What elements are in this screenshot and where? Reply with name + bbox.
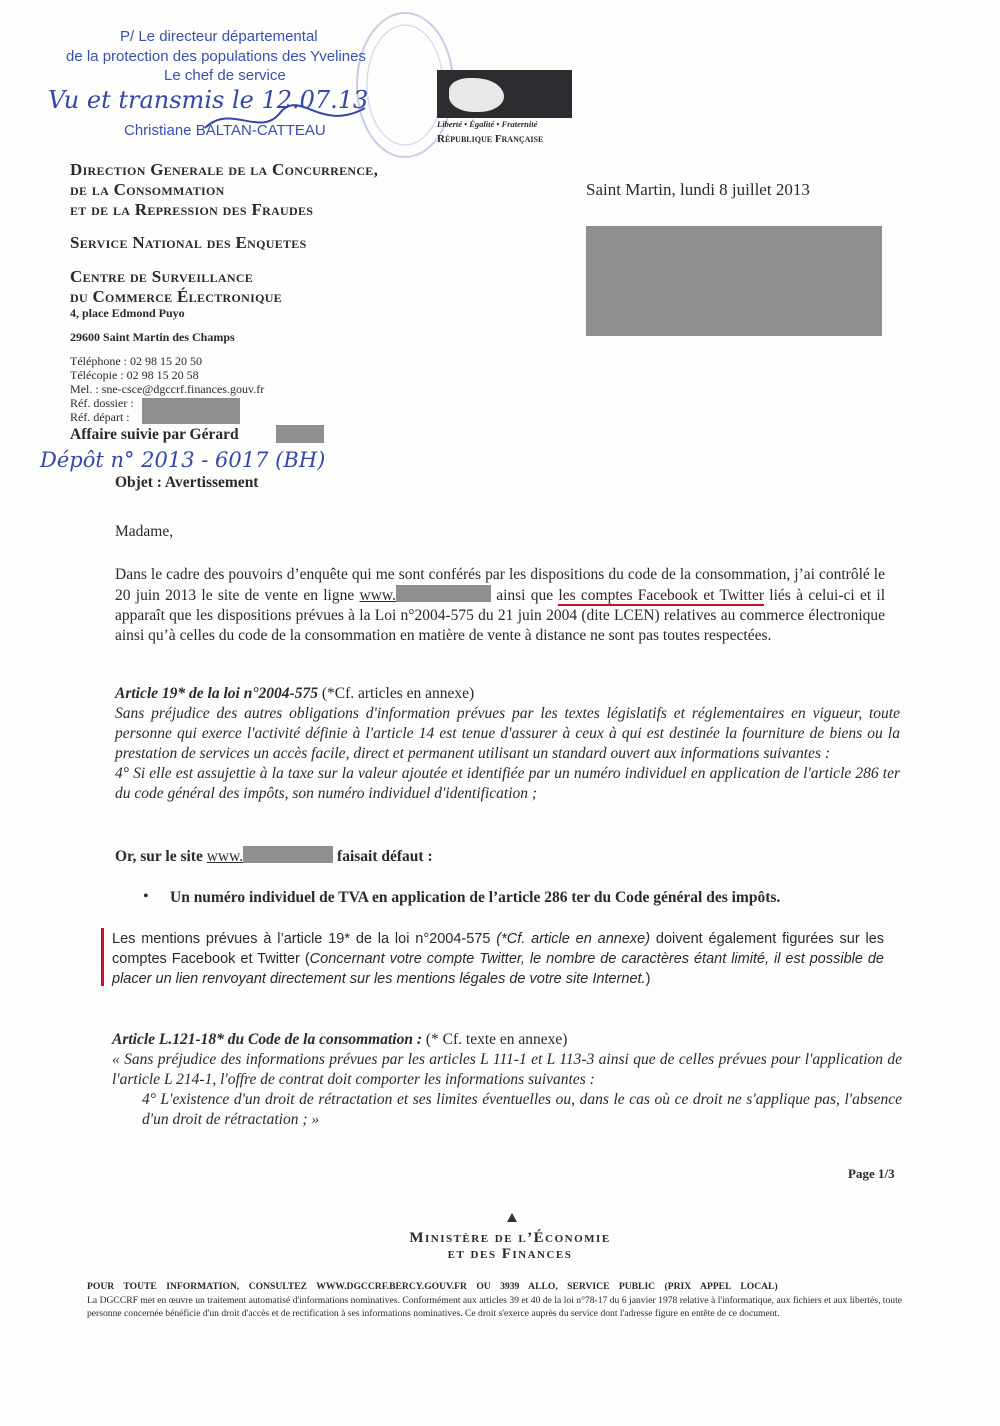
- stamp-line-2: de la protection des populations des Yvelines: [66, 48, 366, 65]
- sender-mail: Mel. : sne-csce@dgccrf.finances.gouv.fr: [70, 382, 265, 396]
- article-19-title: Article 19* de la loi n°2004-575: [115, 685, 318, 702]
- ref-dossier: Réf. dossier :: [70, 396, 134, 410]
- handwritten-transmission: Vu et transmis le 12.07.13: [48, 86, 369, 114]
- marianne-logo: [437, 70, 572, 118]
- logo-motto: Liberté • Égalité • Fraternité: [437, 119, 538, 129]
- missing-vat-item: Un numéro individuel de TVA en application de l’article 286 ter du Code général des impôts.: [170, 889, 781, 906]
- article-l121-text: « Sans préjudice des informations prévues par les articles L 111-1 et L 113-3 ainsi que de celles prévues pour l'application de l'article L 214-1, l'offre de contrat doit comporter les informations suivantes :: [112, 1051, 902, 1088]
- centre-line-1: Centre de Surveillance: [70, 267, 254, 286]
- stamp-signer: Christiane BALTAN-CATTEAU: [124, 122, 326, 139]
- ministry-name-1: Ministère de l’Économie: [409, 1230, 611, 1246]
- signature-scribble: [200, 98, 370, 143]
- recipient-redaction: [586, 226, 882, 336]
- article-l121-title: Article L.121-18* du Code de la consommation :: [112, 1031, 422, 1048]
- ministry-name-2: et des Finances: [447, 1246, 573, 1262]
- salutation: Madame,: [115, 523, 174, 540]
- org-line-3: et de la Repression des Fraudes: [70, 200, 314, 219]
- bullet-dot: •: [143, 888, 149, 905]
- paragraph-intro: Dans le cadre des pouvoirs d’enquête qui me sont conférés par les dispositions du code de la consommation, j’ai contrôlé le 20 juin 2013 le site de vente en ligne www. ainsi que les comptes Facebook et Twitter liés à celui-ci et il apparaît que les dispositions prévues à la Loi n°2004-575 du 21 juin 2004 (dite LCEN) relatives au commerce électronique ainsi qu’à celles du code de la consommation en matière de vente à distance ne sont pas toutes respectées.: [115, 566, 886, 644]
- article-19-text: Sans préjudice des autres obligations d'information prévues par les textes législatifs et réglementaires en vigueur, toute personne qui exerce l'activité définie à l'article 14 est tenue d'assurer à ceux à qui est destinée la fourniture de biens ou la prestation de services un accès facile, direct et permanent utilisant un standard ouvert aux informations suivantes :: [115, 705, 900, 762]
- redaction-ref: [142, 398, 240, 424]
- org-line-2: de la Consommation: [70, 180, 225, 199]
- handwritten-depot: Dépôt n° 2013 - 6017 (BH): [40, 448, 326, 472]
- mentions-paragraph: Les mentions prévues à l’article 19* de la loi n°2004-575 (*Cf. article en annexe) doivent également figurées sur les comptes Facebook et Twitter (Concernant votre compte Twitter, le nombre de caractères étant limité, il est possible de placer un lien renvoyant directement sur les mentions légales de votre site Internet.): [112, 931, 885, 987]
- triangle-icon: [507, 1213, 517, 1222]
- redaction-site-2: [243, 846, 333, 863]
- org-line-1: Direction Generale de la Concurrence,: [70, 160, 379, 179]
- date-line: Saint Martin, lundi 8 juillet 2013: [586, 180, 810, 199]
- footer-legal-notice: La DGCCRF met en œuvre un traitement automatisé d'informations nominatives. Conformément aux articles 39 et 40 de la loi n°78-17 du 6 janvier 1978 relative à l'informatique, aux fichiers et aux libertés, toute personne concernée bénéficie d'un droit d'accès et de rectification à ses informations nominatives. Ce droit s'exerce auprès du service dont l'adresse figure en entête de ce document.: [87, 1295, 902, 1319]
- letter-subject: Objet : Avertissement: [115, 474, 259, 491]
- service-name: Service National des Enquetes: [70, 233, 307, 252]
- article-l121-item-4: 4° L'existence d'un droit de rétractation et ses limites éventuelles ou, dans le cas où ce droit ne s'applique pas, l'absence d'un droit de rétractation ; »: [142, 1091, 902, 1128]
- sender-phone: Téléphone : 02 98 15 20 50: [70, 354, 202, 368]
- social-accounts-highlight: les comptes Facebook et Twitter: [558, 587, 765, 604]
- affaire-suivie: Affaire suivie par Gérard: [70, 426, 239, 443]
- article-l121-block: Article L.121-18* du Code de la consommation : (* Cf. texte en annexe) « Sans préjudice des informations prévues par les articles L 111-1 et L 113-3 ainsi que de celles prévues pour l'application de l'article L 214-1, l'offre de contrat doit comporter les informations suivantes : 4° L'existence d'un droit de rétractation et ses limites éventuelles ou, dans le cas où ce droit ne s'applique pas, l'absence d'un droit de rétractation ; »: [112, 1031, 902, 1128]
- ref-depart: Réf. départ :: [70, 410, 130, 424]
- article-19-item-4: 4° Si elle est assujettie à la taxe sur la valeur ajoutée et identifiée par un numéro individuel en application de l'article 286 ter du code général des impôts, son numéro individuel d'identification ;: [115, 765, 900, 802]
- or-site-line: Or, sur le site www. faisait défaut :: [115, 848, 433, 865]
- stamp-line-3: Le chef de service: [164, 67, 286, 84]
- logo-country: République Française: [437, 133, 544, 145]
- stamp-line-1: P/ Le directeur départemental: [120, 28, 318, 45]
- redaction-site: [396, 585, 491, 602]
- sender-address: 4, place Edmond Puyo: [70, 306, 185, 320]
- red-margin-marker: [101, 928, 104, 986]
- centre-line-2: du Commerce Électronique: [70, 287, 282, 306]
- redaction-name: [276, 425, 324, 443]
- article-19-block: Article 19* de la loi n°2004-575 (*Cf. articles en annexe) Sans préjudice des autres obligations d'information prévues par les textes législatifs et réglementaires en vigueur, toute personne qui exerce l'activité définie à l'article 14 est tenue d'assurer à ceux à qui est destinée la fourniture de biens ou la prestation de services un accès facile, direct et permanent utilisant un standard ouvert aux informations suivantes : 4° Si elle est assujettie à la taxe sur la valeur ajoutée et identifiée par un numéro individuel en application de l'article 286 ter du code général des impôts, son numéro individuel d'identification ;: [115, 685, 900, 802]
- site-url: www.: [359, 587, 396, 604]
- sender-fax: Télécopie : 02 98 15 20 58: [70, 368, 199, 382]
- sender-city: 29600 Saint Martin des Champs: [70, 330, 235, 344]
- footer-info-line: POUR TOUTE INFORMATION, CONSULTEZ WWW.DGCCRF.BERCY.GOUV.FR OU 3939 ALLO, SERVICE PUBLIC (PRIX APPEL LOCAL): [87, 1281, 778, 1292]
- page-number: Page 1/3: [848, 1166, 895, 1181]
